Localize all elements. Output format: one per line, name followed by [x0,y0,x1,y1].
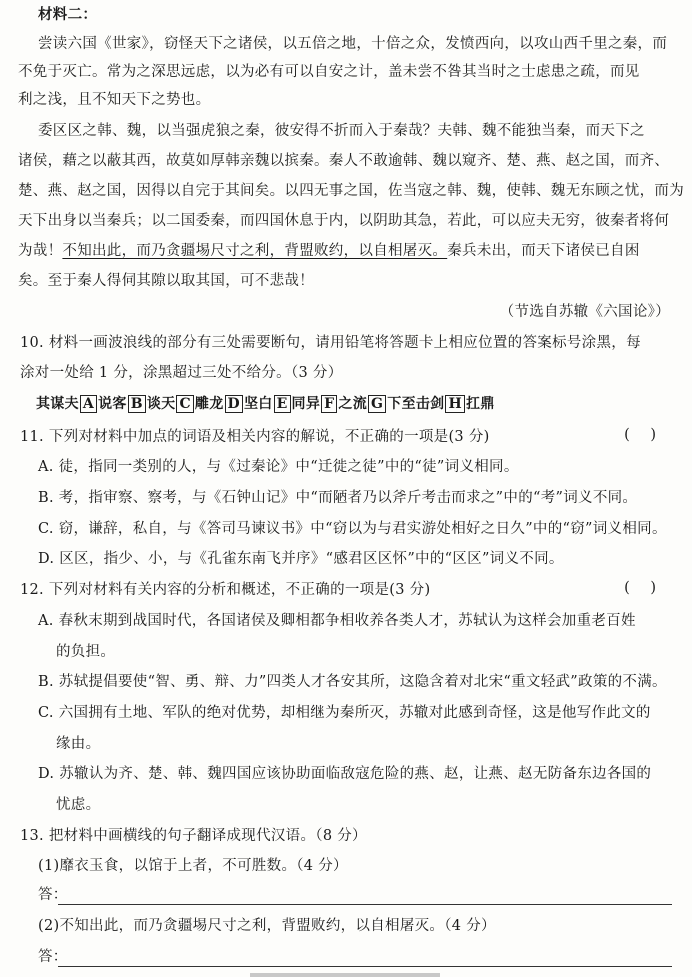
answer-field-1[interactable] [58,903,672,905]
q12-option-d-cont: 忧虑。 [56,797,101,813]
q13-sentence-1: (1)靡衣玉食，以馆于上者，不可胜数。（4 分） [38,858,348,874]
passage-line: 诸侯，藉之以蔽其西，故莫如厚韩亲魏以摈秦。秦人不敢逾韩、魏以窥齐、楚、燕、赵之国，而齐、 [18,153,670,169]
q11-option-b: B. 考，指审察、察考，与《石钟山记》中“而陋者乃以斧斤考击而求之”中的“考”词义不同。 [38,490,638,506]
passage-text: 为哉！ [18,243,63,259]
answer-box-e[interactable]: E [274,395,291,413]
q11-option-a: A. 徒，指同一类别的人，与《过秦论》中“迁徙之徒”中的“徒”词义相同。 [38,459,519,475]
q12-option-b: B. 苏轼提倡要使“智、勇、辩、力”四类人才各安其所，这隐含着对北宋“重文轻武”政策的不满。 [38,674,667,690]
passage-line: 委区区之韩、魏，以当强虎狼之秦，彼安得不折而入于秦哉？夫韩、魏不能独当秦，而天下之 [38,123,645,139]
underlined-sentence: 不知出此，而乃贪疆埸尺寸之利，背盟败约，以自相屠灭。 [62,243,448,259]
option-text: 下至击剑 [387,396,445,412]
option-text: 其谋夫 [36,396,79,412]
q11-option-c: C. 窃，谦辞，私自，与《答司马谏议书》中“窃以为与君实游处相好之日久”中的“窃”词义相同。 [38,521,667,537]
q13-stem: 13. 把材料中画横线的句子翻译成现代汉语。（8 分） [20,828,367,844]
option-text: 说客 [98,396,127,412]
passage-line: 尝读六国《世家》，窃怪天下之诸侯，以五倍之地，十倍之众，发愤西向，以攻山西千里之秦，而 [38,36,668,52]
q12-stem: 12. 下列对材料有关内容的分析和概述，不正确的一项是(3 分) [20,582,431,598]
q11-stem: 11. 下列对材料中加点的词语及相关内容的解说，不正确的一项是(3 分) [20,429,490,445]
option-text: 谈天 [146,396,176,412]
q12-option-a-cont: 的负担。 [56,644,116,660]
q13-answer-label-1: 答： [38,887,68,903]
q13-sentence-2: (2)不知出此，而乃贪疆埸尺寸之利，背盟败约，以自相屠灭。（4 分） [38,918,496,934]
option-text: 之流 [338,396,368,412]
option-text: 扛鼎 [466,396,495,412]
answer-box-c[interactable]: C [176,395,193,413]
answer-box-f[interactable]: F [321,395,337,413]
answer-box-b[interactable]: B [128,395,146,413]
q12-option-c-cont: 缘由。 [56,736,101,752]
q10-stem: 10. 材料一画波浪线的部分有三处需要断句，请用铅笔将答题卡上相应位置的答案标号涂黑，每 [20,335,641,351]
option-text: 雕龙 [194,396,224,412]
option-text: 同异 [291,396,321,412]
passage-line [18,241,668,261]
q12-answer-paren[interactable]: ( ) [624,580,664,596]
answer-box-d[interactable]: D [225,395,243,413]
q10-options [36,394,668,414]
answer-field-2[interactable] [58,965,672,967]
page-edge-strip [250,973,440,977]
q11-option-d: D. 区区，指少、小，与《孔雀东南飞并序》“感君区区怀”中的“区区”词义不同。 [38,551,564,567]
answer-box-a[interactable]: A [80,395,97,413]
passage-line: 矣。至于秦人得伺其隙以取其国，可不悲哉！ [18,273,314,289]
q12-option-d: D. 苏辙认为齐、楚、韩、魏四国应该协助面临敌寇危险的燕、赵，让燕、赵无防备东边各国的 [38,766,652,782]
option-text: 坚白 [243,396,273,412]
source-attribution: （节选自苏辙《六国论》） [499,304,670,320]
q10-stem: 涂对一处给 1 分，涂黑超过三处不给分。（3 分） [20,365,343,381]
passage-text: 秦兵未出，而天下诸侯已自困 [447,243,640,259]
answer-box-g[interactable]: G [368,395,386,413]
q13-answer-label-2: 答： [38,949,68,965]
material-heading: 材料二： [38,6,98,23]
q12-option-a: A. 春秋末期到战国时代，各国诸侯及卿相都争相收养各类人才，苏轼认为这样会加重老百姓 [38,613,636,629]
answer-box-h[interactable]: H [445,395,465,413]
q11-answer-paren[interactable]: ( ) [624,427,664,443]
passage-line: 利之浅，且不知天下之势也。 [18,92,211,108]
q12-option-c: C. 六国拥有土地、军队的绝对优势，却相继为秦所灭，苏辙对此感到奇怪，这是他写作此文的 [38,705,651,721]
passage-line: 天下出身以当秦兵；以二国委秦，而四国休息于内，以阴助其急，若此，可以应夫无穷，彼秦者将何 [18,213,670,229]
passage-line: 不免于灭亡。常为之深思远虑，以为必有可以自安之计，盖未尝不咎其当时之士虑患之疏，而见 [18,64,640,80]
passage-line: 楚、燕、赵之国，因得以自完于其间矣。以四无事之国，佐当寇之韩、魏，使韩、魏无东顾之忧，而为 [18,183,684,199]
